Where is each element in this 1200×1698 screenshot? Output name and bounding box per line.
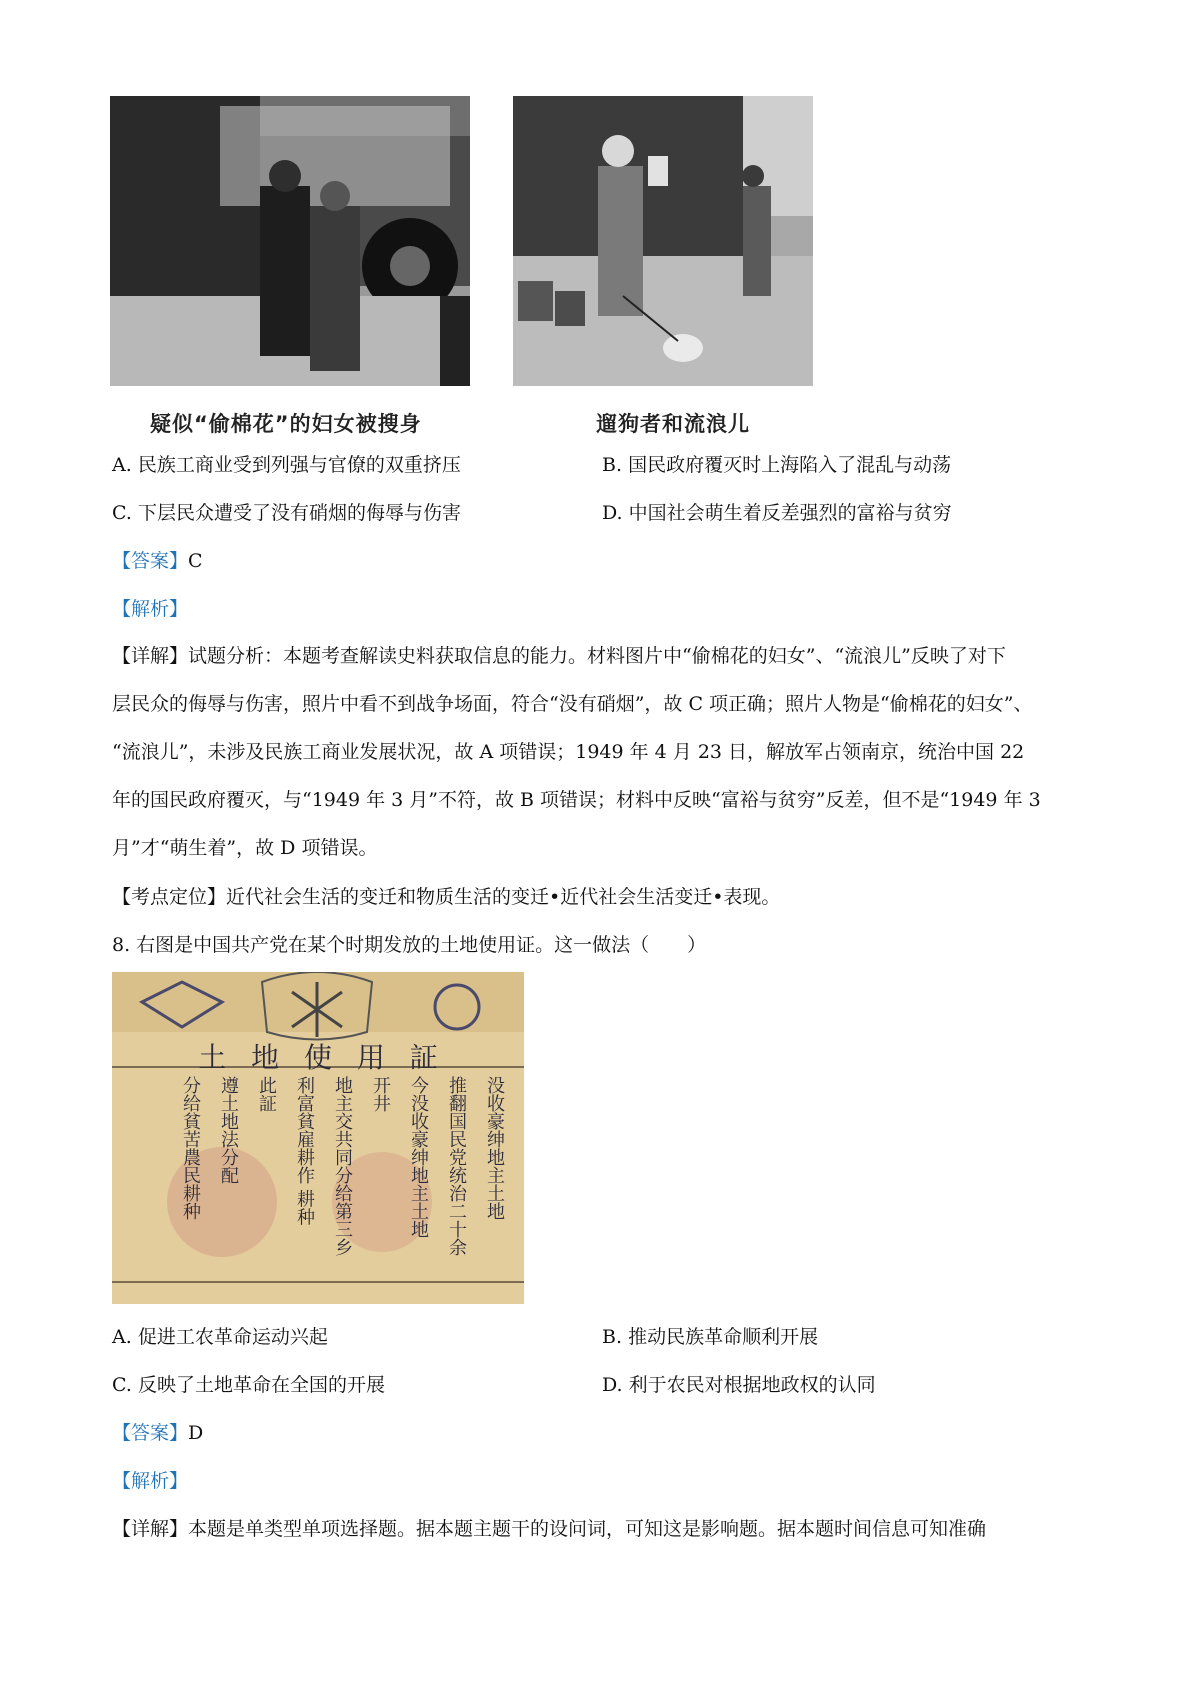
land-use-certificate-image [112,972,524,1304]
detail-tag: 【详解】 [112,1518,189,1540]
photo-woman-searched [110,96,470,386]
option-text: 推动民族革命顺利开展 [628,1326,819,1348]
option-label: A. [112,1326,132,1348]
option-a[interactable] [112,1324,328,1350]
option-b[interactable] [602,1324,818,1350]
certificate-column: 利富貧雇耕作 耕种 [294,1076,315,1226]
option-d[interactable] [602,1372,876,1398]
answer-line [112,1420,203,1446]
detail-line: 年的国民政府覆灭，与“1949 年 3 月”不符，故 B 项错误；材料中反映“富裕与贫穷”反差，但不是“1949 年 3 [112,789,1041,811]
detail-line [112,1516,986,1542]
question-8-stem: 8. 右图是中国共产党在某个时期发放的土地使用证。这一做法（ ） [112,934,707,956]
option-label: A. [112,454,132,476]
kaodian-line: 【考点定位】近代社会生活的变迁和物质生活的变迁•近代社会生活变迁•表现。 [112,886,781,908]
option-text: 促进工农革命运动兴起 [137,1326,328,1348]
photo-woman-searched-image [110,96,470,386]
option-a[interactable] [112,452,461,478]
certificate-column: 此証 [256,1076,277,1112]
answer-tag: 【答案】 [112,550,189,572]
option-text: 国民政府覆灭时上海陷入了混乱与动荡 [628,454,952,476]
answer-tag: 【答案】 [112,1422,189,1444]
option-text: 下层民众遭受了没有硝烟的侮辱与伤害 [137,502,461,524]
answer-line [112,548,203,574]
detail-tag: 【详解】 [112,645,189,667]
option-label: D. [602,1374,623,1396]
answer-value: C [188,550,203,572]
certificate-column: 开井 [370,1076,391,1112]
option-b[interactable] [602,452,951,478]
certificate-column: 没收豪绅地主土地 [484,1076,505,1220]
option-c[interactable] [112,500,461,526]
option-text: 民族工商业受到列强与官僚的双重挤压 [137,454,461,476]
analysis-tag: 【解析】 [112,1470,189,1492]
detail-line: 月”才“萌生着”，故 D 项错误。 [112,837,378,859]
option-label: D. [602,502,623,524]
option-label: C. [112,502,132,524]
certificate-column: 今没收豪绅地主土地 [408,1076,429,1238]
certificate-columns [132,1076,507,1276]
option-text: 中国社会萌生着反差强烈的富裕与贫穷 [628,502,952,524]
photo2-caption: 遛狗者和流浪儿 [596,412,750,436]
option-label: B. [602,454,623,476]
certificate-title: 土 地 使 用 証 [198,1041,446,1074]
option-c[interactable] [112,1372,385,1398]
detail-line: 层民众的侮辱与伤害，照片中看不到战争场面，符合“没有硝烟”，故 C 项正确；照片人物是“偷棉花的妇女”、 [112,693,1033,715]
detail-line: “流浪儿”，未涉及民族工商业发展状况，故 A 项错误；1949 年 4 月 23 日，解放军占领南京，统治中国 22 [112,741,1025,763]
certificate-column: 遵土地法分配 [218,1076,239,1184]
certificate-column: 推翻国民党统治二十余 [446,1076,467,1256]
option-d[interactable] [602,500,952,526]
analysis-tag: 【解析】 [112,598,189,620]
photo-dog-walker [513,96,813,386]
option-label: B. [602,1326,623,1348]
certificate-column: 地主交共同分给第三乡 [332,1076,353,1256]
option-label: C. [112,1374,132,1396]
photo1-caption: 疑似“偷棉花”的妇女被搜身 [150,412,422,436]
detail-text: 本题是单类型单项选择题。据本题主题干的设问词，可知这是影响题。据本题时间信息可知准确 [188,1518,987,1540]
answer-value: D [188,1422,204,1444]
detail-line: 【详解】试题分析：本题考查解读史料获取信息的能力。材料图片中“偷棉花的妇女”、“流浪儿”反映了对下 [112,645,1006,667]
option-text: 利于农民对根据地政权的认同 [628,1374,876,1396]
photo-dog-walker-image [513,96,813,386]
certificate-column: 分给貧苦農民耕种 [180,1076,201,1220]
detail-paragraph [112,632,1112,872]
option-text: 反映了土地革命在全国的开展 [137,1374,385,1396]
